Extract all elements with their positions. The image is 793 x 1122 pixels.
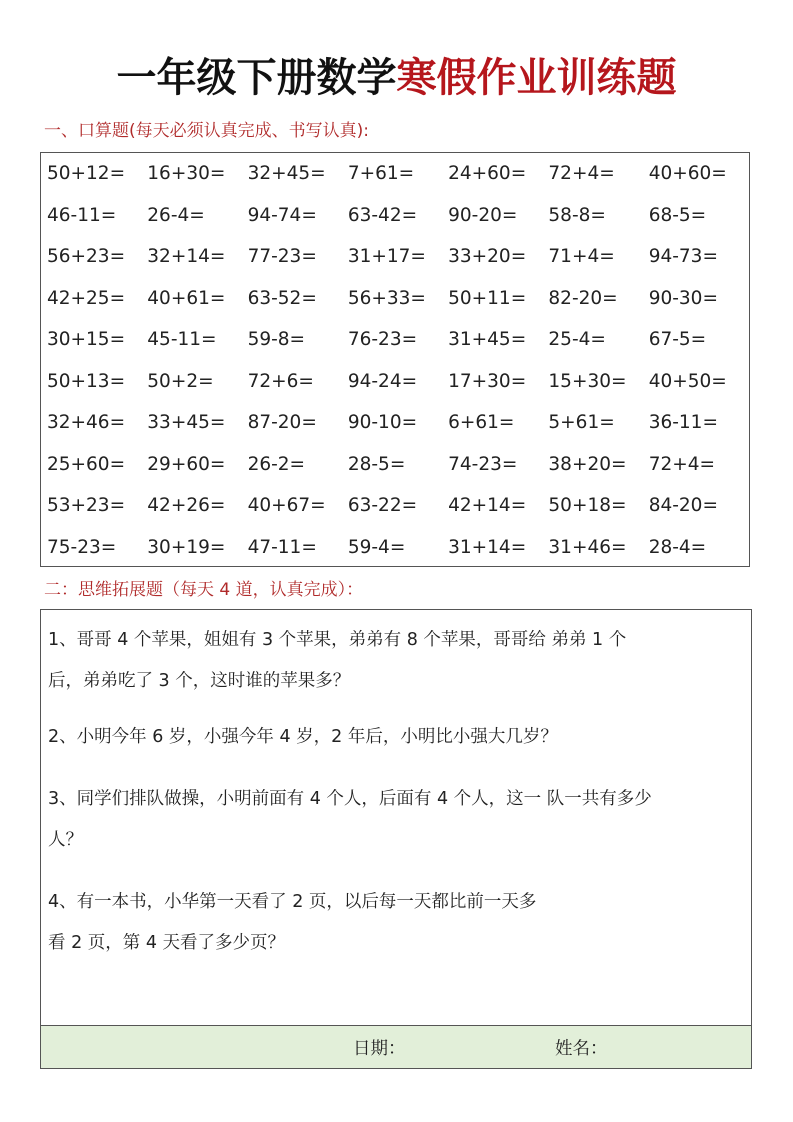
math-problem: 31+46= [548, 536, 627, 558]
math-row [47, 153, 749, 195]
section2-heading: 二：思维拓展题（每天 4 道，认真完成）： [44, 580, 364, 600]
math-problem: 6+61= [448, 412, 515, 434]
math-problem: 56+33= [347, 287, 426, 309]
math-problem: 63-42= [347, 204, 418, 226]
math-problem: 7+61= [347, 163, 415, 185]
math-problem: 87-20= [247, 412, 317, 434]
math-problem: 16+30= [147, 163, 226, 185]
name-field-label: 姓名： [555, 1039, 608, 1059]
math-problem: 26-2= [247, 453, 306, 475]
math-row [47, 527, 749, 569]
math-problem: 15+30= [548, 370, 627, 392]
math-problem: 94-74= [247, 204, 317, 226]
math-problem: 94-73= [648, 246, 718, 268]
math-row [47, 319, 749, 361]
math-problem: 30+19= [147, 536, 226, 558]
section1-heading: 一、口算题(每天必须认真完成、书写认真): [44, 121, 369, 141]
math-problem: 31+14= [448, 536, 527, 558]
math-problem: 63-52= [247, 287, 317, 309]
math-problem: 50+11= [448, 287, 527, 309]
question-line: 4、有一本书，小华第一天看了 2 页，以后每一天都比前一天多 [48, 892, 537, 912]
math-problem: 90-20= [448, 204, 518, 226]
math-problem: 45-11= [147, 329, 217, 351]
math-problem: 77-23= [247, 246, 317, 268]
word-problems-box [40, 609, 752, 1069]
math-row [47, 361, 749, 403]
math-problem: 47-11= [247, 536, 317, 558]
math-problem: 40+61= [147, 287, 226, 309]
math-problem: 32+46= [47, 412, 126, 434]
math-problem: 68-5= [648, 204, 707, 226]
math-row [47, 278, 749, 320]
question-line: 2、小明今年 6 岁，小强今年 4 岁，2 年后，小明比小强大几岁？ [48, 727, 558, 747]
math-problem: 33+45= [147, 412, 226, 434]
math-problem: 42+26= [147, 495, 226, 517]
math-problem: 84-20= [648, 495, 718, 517]
date-field-label: 日期： [353, 1039, 406, 1059]
math-row [47, 236, 749, 278]
math-problem: 90-10= [347, 412, 418, 434]
word-problem-1 [48, 620, 745, 702]
math-problem: 76-23= [347, 329, 418, 351]
math-problem: 32+14= [147, 246, 226, 268]
math-problem: 72+4= [648, 453, 716, 475]
math-problem: 50+18= [548, 495, 627, 517]
math-problem: 72+4= [548, 163, 615, 185]
word-problem-3 [48, 779, 745, 861]
math-problem: 30+15= [47, 329, 126, 351]
math-row [47, 402, 749, 444]
math-row [47, 195, 749, 237]
math-problem: 82-20= [548, 287, 618, 309]
math-problem: 58-8= [548, 204, 606, 226]
math-problem: 31+45= [448, 329, 527, 351]
math-problem: 53+23= [47, 495, 126, 517]
math-problem: 59-8= [247, 329, 306, 351]
math-problem: 46-11= [47, 204, 117, 226]
page-title [0, 52, 793, 104]
question-line: 1、哥哥 4 个苹果，姐姐有 3 个苹果，弟弟有 8 个苹果，哥哥给 弟弟 1 个 [48, 630, 627, 650]
question-line: 看 2 页，第 4 天看了多少页？ [48, 933, 286, 953]
math-problem: 40+67= [247, 495, 326, 517]
math-problem: 24+60= [448, 163, 527, 185]
math-problem: 5+61= [548, 412, 615, 434]
math-problem: 59-4= [347, 536, 406, 558]
math-problem: 71+4= [548, 246, 615, 268]
math-problem: 38+20= [548, 453, 627, 475]
math-problem: 63-22= [347, 495, 418, 517]
math-problem: 25+60= [47, 453, 126, 475]
math-problem: 28-4= [648, 536, 707, 558]
signature-footer [41, 1025, 751, 1068]
math-problem: 50+12= [47, 163, 126, 185]
math-problem: 36-11= [648, 412, 718, 434]
math-problem: 56+23= [47, 246, 126, 268]
word-problem-2 [48, 717, 745, 758]
mental-math-box [40, 152, 750, 567]
math-problem: 42+25= [47, 287, 126, 309]
math-problem: 72+6= [247, 370, 314, 392]
question-line: 3、同学们排队做操，小明前面有 4 个人，后面有 4 个人，这一 队一共有多少 [48, 789, 652, 809]
math-problem: 31+17= [347, 246, 426, 268]
math-problem: 17+30= [448, 370, 527, 392]
math-problem: 32+45= [247, 163, 326, 185]
math-row [47, 485, 749, 527]
title-red-part: 寒假作业训练题 [396, 55, 677, 101]
math-problem: 40+50= [648, 370, 727, 392]
math-row [47, 444, 749, 486]
math-problem: 40+60= [648, 163, 727, 185]
question-line: 后，弟弟吃了 3 个，这时谁的苹果多？ [48, 671, 351, 691]
math-problem: 28-5= [347, 453, 406, 475]
math-problem: 75-23= [47, 536, 117, 558]
math-problem: 25-4= [548, 329, 606, 351]
math-problem: 33+20= [448, 246, 527, 268]
title-black-part: 一年级下册数学 [116, 55, 397, 101]
math-problem: 29+60= [147, 453, 226, 475]
question-line: 人？ [48, 830, 83, 850]
math-problem: 26-4= [147, 204, 205, 226]
math-problem: 50+13= [47, 370, 126, 392]
math-problem: 67-5= [648, 329, 707, 351]
mental-math-grid [47, 153, 749, 568]
math-problem: 74-23= [448, 453, 518, 475]
word-problem-4 [48, 882, 745, 964]
math-problem: 90-30= [648, 287, 718, 309]
math-problem: 42+14= [448, 495, 527, 517]
math-problem: 94-24= [347, 370, 418, 392]
math-problem: 50+2= [147, 370, 214, 392]
